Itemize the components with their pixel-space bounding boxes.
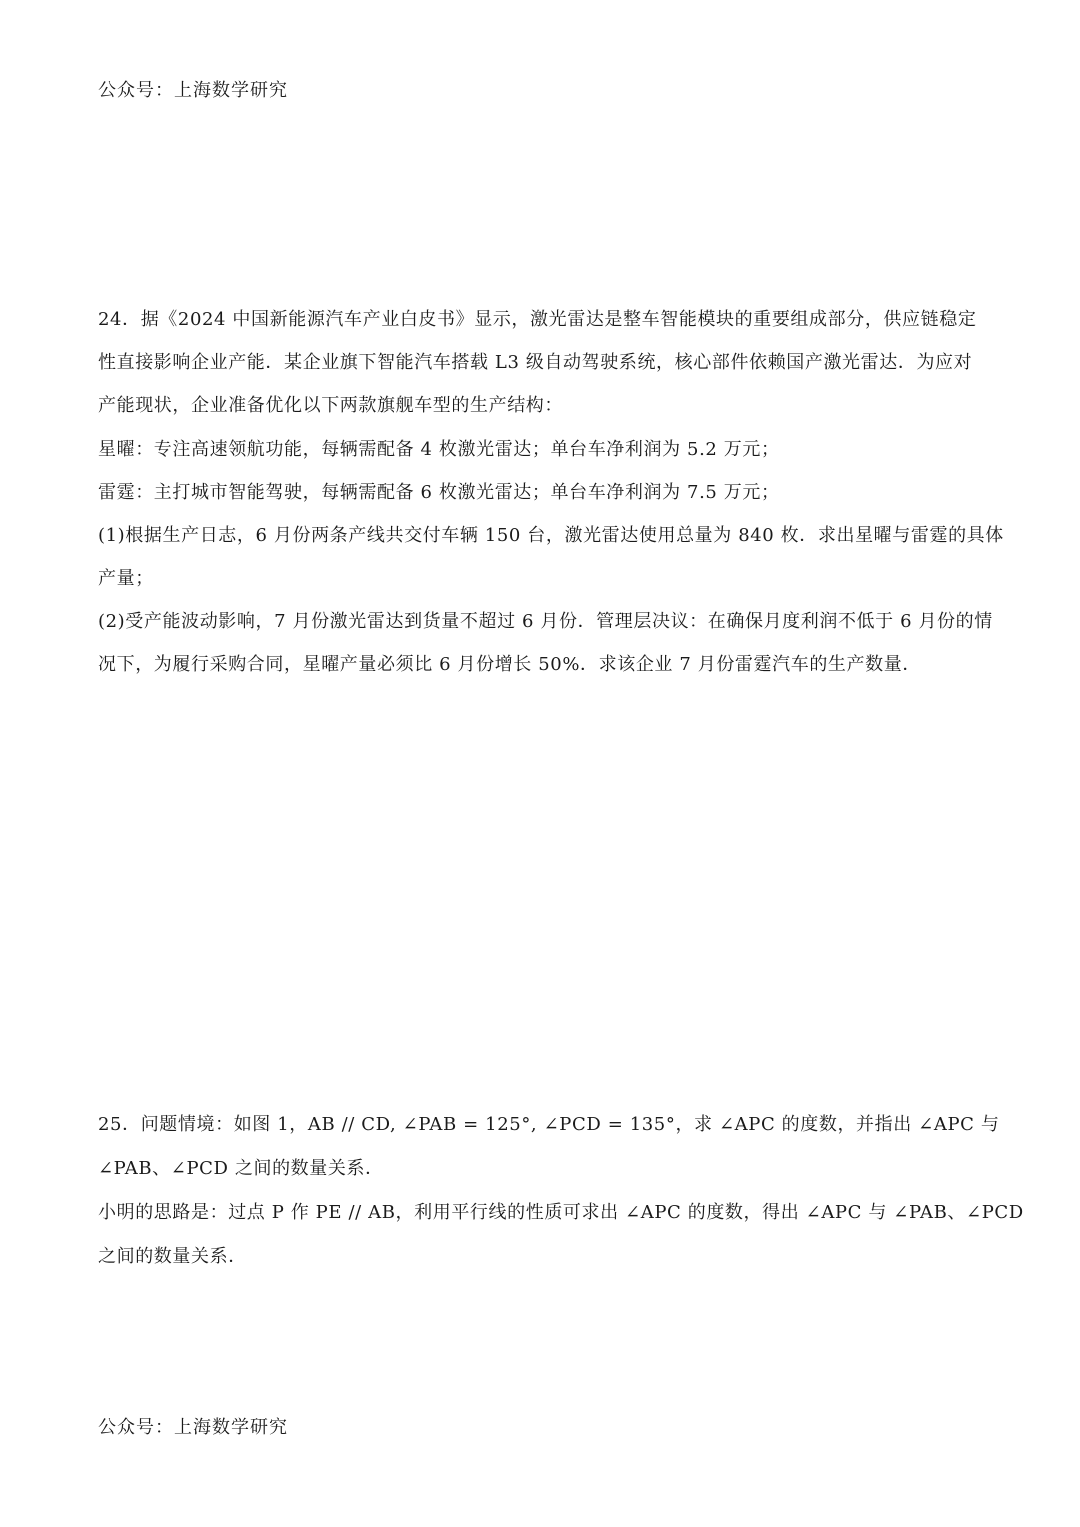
problem-24-line: 24．据《2024 中国新能源汽车产业白皮书》显示，激光雷达是整车智能模块的重要组成部分，供应链稳定 [98,309,977,330]
header-watermark: 公众号：上海数学研究 [98,80,288,101]
problem-24-line: 产能现状，企业准备优化以下两款旗舰车型的生产结构： [98,395,563,416]
problem-24-line: 性直接影响企业产能．某企业旗下智能汽车搭载 L3 级自动驾驶系统，核心部件依赖国产激光雷达．为应对 [98,352,973,373]
problem-24-line: (1)根据生产日志，6 月份两条产线共交付车辆 150 台，激光雷达使用总量为 840 枚．求出星曜与雷霆的具体 [98,525,1004,546]
problem-25-line: ∠PAB、∠PCD 之间的数量关系． [98,1158,384,1179]
problem-24-line: 星曜：专注高速领航功能，每辆需配备 4 枚激光雷达；单台车净利润为 5.2 万元； [98,439,780,460]
problem-25-line: 之间的数量关系． [98,1246,247,1267]
problem-24-line: 雷霆：主打城市智能驾驶，每辆需配备 6 枚激光雷达；单台车净利润为 7.5 万元； [98,482,780,503]
problem-25-line: 25．问题情境：如图 1，AB // CD, ∠PAB = 125°, ∠PCD = 135°，求 ∠APC 的度数，并指出 ∠APC 与 [98,1114,1000,1135]
problem-24-line: 产量； [98,568,154,589]
footer-watermark: 公众号：上海数学研究 [98,1417,288,1438]
problem-25-line: 小明的思路是：过点 P 作 PE // AB，利用平行线的性质可求出 ∠APC 的度数，得出 ∠APC 与 ∠PAB、∠PCD [98,1202,1024,1223]
problem-24-line: (2)受产能波动影响，7 月份激光雷达到货量不超过 6 月份．管理层决议：在确保月度利润不低于 6 月份的情 [98,611,993,632]
problem-24-line: 况下，为履行采购合同，星曜产量必须比 6 月份增长 50%．求该企业 7 月份雷霆汽车的生产数量． [98,654,921,675]
